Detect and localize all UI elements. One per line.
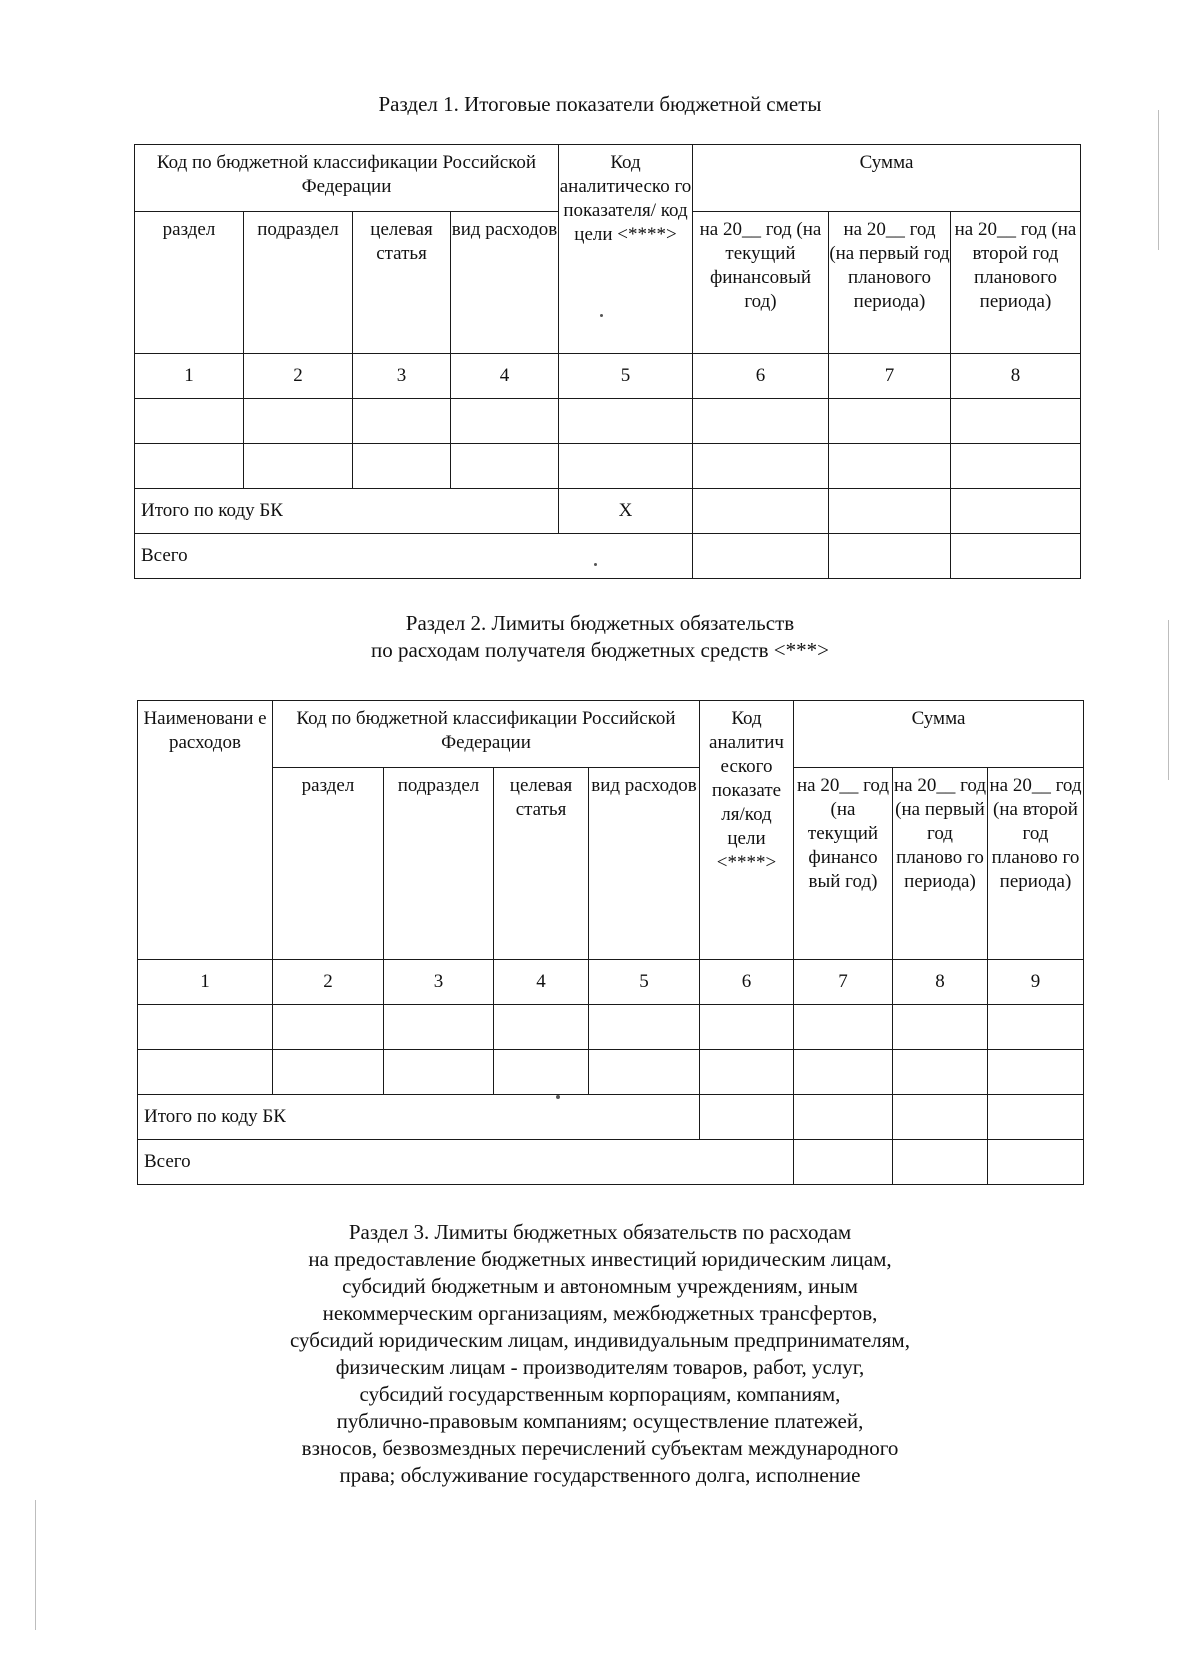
s1-empty-cell	[829, 444, 951, 489]
s2-header-summa: Сумма	[794, 701, 1084, 768]
s1-empty-cell	[451, 399, 559, 444]
s1-col-number: 2	[244, 354, 353, 399]
s1-col-number: 8	[951, 354, 1081, 399]
s1-number-row	[135, 354, 1081, 399]
scan-speck	[556, 1095, 560, 1099]
s2-empty-cell	[384, 1005, 494, 1050]
s2-empty-cell	[988, 1140, 1084, 1185]
s1-empty-cell	[951, 489, 1081, 534]
s1-header-kbk-group: Код по бюджетной классификации Российской Федерации	[135, 145, 559, 212]
s2-empty-row	[138, 1005, 1084, 1050]
scan-margin-line	[35, 1500, 36, 1630]
section2-title-line1: Раздел 2. Лимиты бюджетных обязательств	[405, 611, 795, 635]
s2-empty-cell	[138, 1050, 273, 1095]
s1-vsego-row	[135, 534, 1081, 579]
s1-col-number: 4	[451, 354, 559, 399]
scan-margin-line	[1168, 620, 1169, 780]
section3-line: некоммерческим организациям, межбюджетных трансфертов,	[322, 1301, 878, 1325]
section3-line: на предоставление бюджетных инвестиций юридическим лицам,	[308, 1247, 892, 1271]
s2-empty-cell	[893, 1140, 988, 1185]
s1-header-celevaya: целевая статья	[353, 212, 451, 354]
s1-empty-cell	[693, 489, 829, 534]
s2-empty-cell	[589, 1050, 700, 1095]
s2-empty-cell	[138, 1005, 273, 1050]
s1-empty-cell	[353, 399, 451, 444]
s2-col-number: 1	[138, 960, 273, 1005]
s2-header-naimenovanie: Наименовани е расходов	[138, 701, 273, 960]
s2-empty-cell	[988, 1005, 1084, 1050]
s1-header-summa: Сумма	[693, 145, 1081, 212]
s2-empty-cell	[273, 1005, 384, 1050]
s1-empty-cell	[951, 534, 1081, 579]
section3-line: субсидий государственным корпорациям, компаниям,	[359, 1382, 841, 1406]
s2-col-number: 9	[988, 960, 1084, 1005]
s1-header-vid: вид расходов	[451, 212, 559, 354]
s1-empty-cell	[829, 399, 951, 444]
section1-title	[0, 91, 1200, 118]
s1-empty-cell	[829, 489, 951, 534]
section2-title	[0, 610, 1200, 664]
s1-col-number: 1	[135, 354, 244, 399]
s1-empty-row	[135, 444, 1081, 489]
s1-header-razdel: раздел	[135, 212, 244, 354]
s2-empty-cell	[893, 1095, 988, 1140]
s1-empty-cell	[244, 444, 353, 489]
section3-line: субсидий бюджетным и автономным учреждениям, иным	[342, 1274, 858, 1298]
s2-col-number: 7	[794, 960, 893, 1005]
section3-line: Раздел 3. Лимиты бюджетных обязательств по расходам	[348, 1220, 852, 1244]
s2-empty-cell	[384, 1050, 494, 1095]
section3-line: права; обслуживание государственного долга, исполнение	[339, 1463, 861, 1487]
s1-empty-cell	[829, 534, 951, 579]
s2-empty-cell	[893, 1005, 988, 1050]
s1-header-podrazdel: подраздел	[244, 212, 353, 354]
s2-empty-cell	[794, 1050, 893, 1095]
s1-col-number: 3	[353, 354, 451, 399]
s2-empty-cell	[494, 1050, 589, 1095]
s2-header-podrazdel: подраздел	[384, 768, 494, 960]
s1-header-year2: на 20__ год (на первый год планового периода)	[829, 212, 951, 354]
s2-header-year3: на 20__ год (на второй год планово го периода)	[988, 768, 1084, 960]
s2-header-kod-analit: Код аналитич еского показате ля/код цели <****>	[700, 701, 794, 960]
s1-empty-cell	[951, 444, 1081, 489]
s2-empty-cell	[589, 1005, 700, 1050]
s2-empty-cell	[794, 1005, 893, 1050]
s2-empty-cell	[273, 1050, 384, 1095]
s1-empty-cell	[693, 534, 829, 579]
section2-table	[137, 700, 1084, 1185]
s2-empty-cell	[700, 1050, 794, 1095]
s2-header-year1: на 20__ год (на текущий финансо вый год)	[794, 768, 893, 960]
s2-itogo-row	[138, 1095, 1084, 1140]
s2-empty-cell	[794, 1095, 893, 1140]
s1-empty-cell	[135, 399, 244, 444]
s2-col-number: 6	[700, 960, 794, 1005]
section3-line: субсидий юридическим лицам, индивидуальным предпринимателям,	[290, 1328, 910, 1352]
section1-title-text: Раздел 1. Итоговые показатели бюджетной сметы	[378, 92, 822, 116]
section3-line: взносов, безвозмездных перечислений субъектам международного	[301, 1436, 899, 1460]
s1-empty-cell	[353, 444, 451, 489]
s1-empty-cell	[451, 444, 559, 489]
section3-line: публично-правовым компаниям; осуществление платежей,	[336, 1409, 864, 1433]
s1-header-year3: на 20__ год (на второй год планового периода)	[951, 212, 1081, 354]
s2-header-vid: вид расходов	[589, 768, 700, 960]
s2-empty-row	[138, 1050, 1084, 1095]
s2-empty-cell	[700, 1095, 794, 1140]
s1-col-number: 5	[559, 354, 693, 399]
s2-empty-cell	[494, 1005, 589, 1050]
s1-empty-cell	[559, 444, 693, 489]
s1-empty-cell	[951, 399, 1081, 444]
s1-col-number: 7	[829, 354, 951, 399]
s1-itogo-label: Итого по коду БК	[135, 489, 559, 534]
s1-vsego-label: Всего	[135, 534, 693, 579]
section2-title-line2: по расходам получателя бюджетных средств <***>	[371, 638, 829, 662]
s2-header-kbk-group: Код по бюджетной классификации Российской Федерации	[273, 701, 700, 768]
s1-col-number: 6	[693, 354, 829, 399]
s2-vsego-row	[138, 1140, 1084, 1185]
s2-col-number: 3	[384, 960, 494, 1005]
s2-vsego-label: Всего	[138, 1140, 794, 1185]
section3-title	[0, 1219, 1200, 1489]
s1-empty-cell	[559, 399, 693, 444]
scan-margin-line	[1158, 110, 1159, 250]
s2-empty-cell	[988, 1095, 1084, 1140]
s1-header-kod-analit: Код аналитическо го показателя/ код цели <****>	[559, 145, 693, 354]
s1-header-year1: на 20__ год (на текущий финансовый год)	[693, 212, 829, 354]
s2-itogo-label: Итого по коду БК	[138, 1095, 700, 1140]
s2-col-number: 5	[589, 960, 700, 1005]
s2-col-number: 2	[273, 960, 384, 1005]
s1-empty-cell	[244, 399, 353, 444]
s1-empty-cell	[693, 399, 829, 444]
s2-header-year2: на 20__ год (на первый год планово го периода)	[893, 768, 988, 960]
s2-header-celevaya: целевая статья	[494, 768, 589, 960]
section1-table	[134, 144, 1081, 579]
section3-line: физическим лицам - производителям товаров, работ, услуг,	[335, 1355, 865, 1379]
s1-empty-row	[135, 399, 1081, 444]
scan-speck	[600, 314, 603, 317]
s2-empty-cell	[893, 1050, 988, 1095]
s2-col-number: 8	[893, 960, 988, 1005]
s2-header-razdel: раздел	[273, 768, 384, 960]
scan-speck	[594, 563, 597, 566]
s1-itogo-row	[135, 489, 1081, 534]
s1-itogo-mark: X	[559, 489, 693, 534]
s1-empty-cell	[693, 444, 829, 489]
s2-empty-cell	[700, 1005, 794, 1050]
s2-number-row	[138, 960, 1084, 1005]
s2-col-number: 4	[494, 960, 589, 1005]
s1-empty-cell	[135, 444, 244, 489]
s2-empty-cell	[794, 1140, 893, 1185]
s2-empty-cell	[988, 1050, 1084, 1095]
